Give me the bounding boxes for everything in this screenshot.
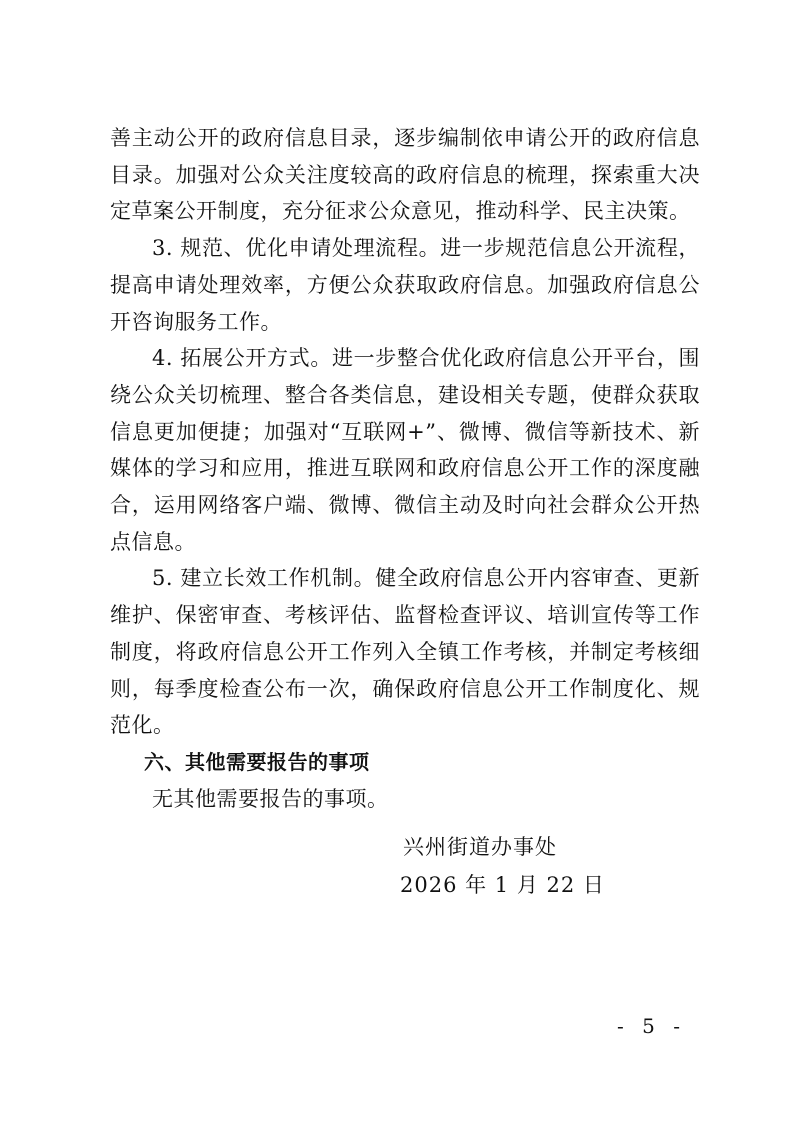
document-body (110, 120, 700, 817)
paragraph-item-3: 3. 规范、优化申请处理流程。进一步规范信息公开流程，提高申请处理效率，方便公众获取政府信息。加强政府信息公开咨询服务工作。 (110, 236, 700, 334)
paragraph-item-4: 4. 拓展公开方式。进一步整合优化政府信息公开平台，围绕公众关切梳理、整合各类信息，建设相关专题，使群众获取信息更加便捷；加强对“互联网+”、微博、微信等新技术、新媒体的学习和应用，推进互联网和政府信息公开工作的深度融合，运用网络客户端、微博、微信主动及时向社会群众公开热点信息。 (110, 346, 700, 554)
page-number: - 5 - (617, 1014, 686, 1038)
paragraph-continuation: 善主动公开的政府信息目录，逐步编制依申请公开的政府信息目录。加强对公众关注度较高的政府信息的梳理，探索重大决定草案公开制度，充分征求公众意见，推动科学、民主决策。 (110, 126, 700, 224)
section-heading: 六、其他需要报告的事项 (144, 749, 370, 774)
paragraph-item-5: 5. 建立长效工作机制。健全政府信息公开内容审查、更新维护、保密审查、考核评估、监督检查评议、培训宣传等工作制度，将政府信息公开工作列入全镇工作考核，并制定考核细则，每季度检查公布一次，确保政府信息公开工作制度化、规范化。 (110, 566, 700, 738)
signature-date: 2026 年 1 月 22 日 (400, 873, 605, 897)
signature-block (400, 828, 605, 904)
section-body: 无其他需要报告的事项。 (152, 786, 389, 811)
signature-organization: 兴州街道办事处 (403, 835, 557, 859)
